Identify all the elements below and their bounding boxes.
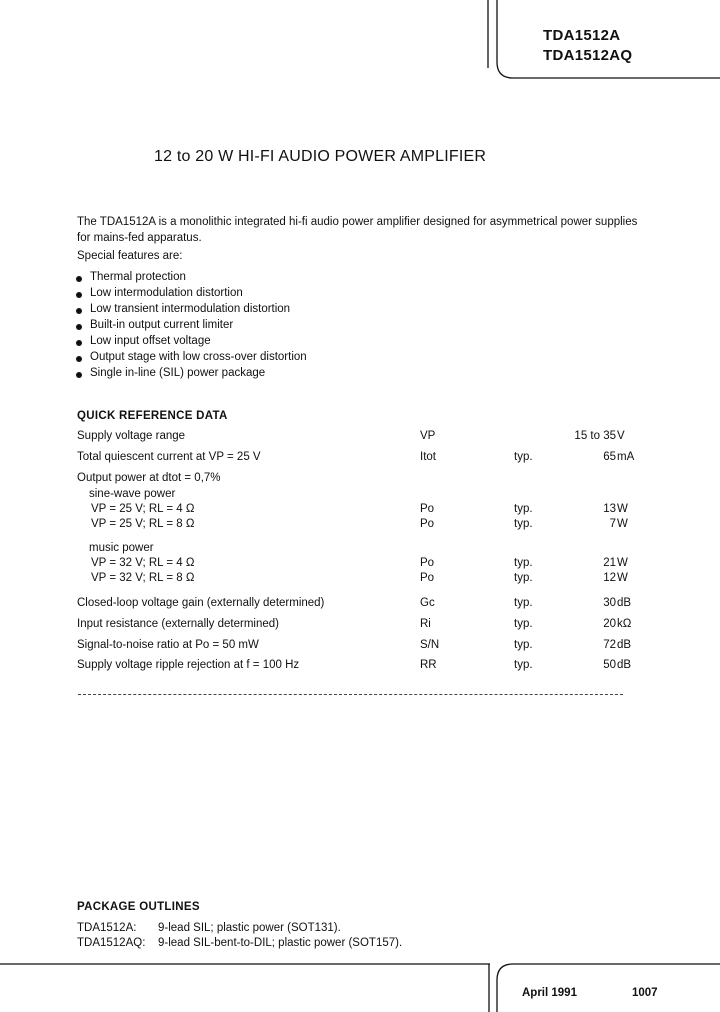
symbol-cell: RR xyxy=(420,659,437,671)
table-row xyxy=(77,542,637,558)
unit-cell: W xyxy=(617,503,628,515)
table-row xyxy=(77,518,637,534)
param-cell: sine-wave power xyxy=(89,488,176,500)
packages-heading: PACKAGE OUTLINES xyxy=(77,901,200,913)
unit-cell: dB xyxy=(617,659,632,671)
value-cell: 13 xyxy=(603,503,616,515)
part-number-1: TDA1512A xyxy=(543,27,621,44)
table-row xyxy=(77,557,637,573)
table-row xyxy=(77,451,637,467)
param-cell: Supply voltage ripple rejection at f = 100 Hz xyxy=(77,659,300,671)
list-item: Low intermodulation distortion xyxy=(75,287,307,303)
type-cell: typ. xyxy=(514,597,533,609)
page-title: 12 to 20 W HI-FI AUDIO POWER AMPLIFIER xyxy=(154,148,487,165)
param-cell: music power xyxy=(89,542,154,554)
param-cell: Signal-to-noise ratio at Po = 50 mW xyxy=(77,639,259,651)
intro-paragraph: The TDA1512A is a monolithic integrated hi-fi audio power amplifier designed for asymmetrical power supplies for mains-fed apparatus. xyxy=(77,216,638,244)
type-cell: typ. xyxy=(514,451,533,463)
symbol-cell: VP xyxy=(420,430,436,442)
list-item: Built-in output current limiter xyxy=(75,319,307,335)
table-row xyxy=(77,659,637,675)
value-cell: 7 xyxy=(609,518,616,530)
features-heading: Special features are: xyxy=(77,250,183,262)
table-row xyxy=(77,618,637,634)
value-cell: 72 xyxy=(603,639,616,651)
value-cell: 50 xyxy=(603,659,616,671)
value-cell: 20 xyxy=(603,618,616,630)
package-desc: 9-lead SIL; plastic power (SOT131). xyxy=(158,922,341,934)
param-cell: Input resistance (externally determined) xyxy=(77,618,279,630)
table-end-rule xyxy=(78,694,623,695)
type-cell: typ. xyxy=(514,572,533,584)
unit-cell: kΩ xyxy=(617,618,632,630)
unit-cell: dB xyxy=(617,639,632,651)
param-cell: VP = 25 V; RL = 8 Ω xyxy=(91,518,195,530)
param-cell: Output power at dtot = 0,7% xyxy=(77,472,221,484)
param-cell: VP = 25 V; RL = 4 Ω xyxy=(91,503,195,515)
unit-cell: W xyxy=(617,557,628,569)
list-item: Thermal protection xyxy=(75,271,307,287)
unit-cell: dB xyxy=(617,597,632,609)
part-number-2: TDA1512AQ xyxy=(543,47,633,64)
value-cell: 30 xyxy=(603,597,616,609)
qrd-table xyxy=(77,0,637,700)
symbol-cell: S/N xyxy=(420,639,440,651)
type-cell: typ. xyxy=(514,503,533,515)
param-cell: VP = 32 V; RL = 4 Ω xyxy=(91,557,195,569)
table-row xyxy=(77,472,637,488)
list-item: Low input offset voltage xyxy=(75,335,307,351)
table-row xyxy=(77,597,637,613)
unit-cell: W xyxy=(617,572,628,584)
symbol-cell: Po xyxy=(420,572,435,584)
value-cell: 65 xyxy=(603,451,616,463)
symbol-cell: Po xyxy=(420,518,435,530)
list-item: Single in-line (SIL) power package xyxy=(75,367,307,383)
footer-date: April 1991 xyxy=(522,987,577,999)
value-cell: 12 xyxy=(603,572,616,584)
table-row xyxy=(77,572,637,588)
table-row xyxy=(77,430,637,446)
param-cell: Closed-loop voltage gain (externally determined) xyxy=(77,597,325,609)
package-name: TDA1512AQ: xyxy=(77,937,146,949)
symbol-cell: Ri xyxy=(420,618,431,630)
value-cell: 15 to 35 xyxy=(574,430,616,442)
symbol-cell: Po xyxy=(420,503,435,515)
qrd-heading: QUICK REFERENCE DATA xyxy=(77,410,228,422)
param-cell: Supply voltage range xyxy=(77,430,186,442)
package-desc: 9-lead SIL-bent-to-DIL; plastic power (SOT157). xyxy=(158,937,403,949)
unit-cell: V xyxy=(617,430,625,442)
table-row xyxy=(77,639,637,655)
type-cell: typ. xyxy=(514,518,533,530)
type-cell: typ. xyxy=(514,659,533,671)
param-cell: Total quiescent current at VP = 25 V xyxy=(77,451,261,463)
type-cell: typ. xyxy=(514,618,533,630)
list-item: Low transient intermodulation distortion xyxy=(75,303,307,319)
unit-cell: W xyxy=(617,518,628,530)
symbol-cell: Po xyxy=(420,557,435,569)
list-item: Output stage with low cross-over distortion xyxy=(75,351,307,367)
symbol-cell: Gc xyxy=(420,597,435,609)
symbol-cell: Itot xyxy=(420,451,436,463)
value-cell: 21 xyxy=(603,557,616,569)
type-cell: typ. xyxy=(514,639,533,651)
table-row xyxy=(77,488,637,504)
package-row-2 xyxy=(77,935,403,951)
page-number: 1007 xyxy=(632,987,658,999)
table-row xyxy=(77,503,637,519)
package-row-1 xyxy=(77,920,341,936)
package-name: TDA1512A: xyxy=(77,922,137,934)
type-cell: typ. xyxy=(514,557,533,569)
param-cell: VP = 32 V; RL = 8 Ω xyxy=(91,572,195,584)
unit-cell: mA xyxy=(617,451,635,463)
